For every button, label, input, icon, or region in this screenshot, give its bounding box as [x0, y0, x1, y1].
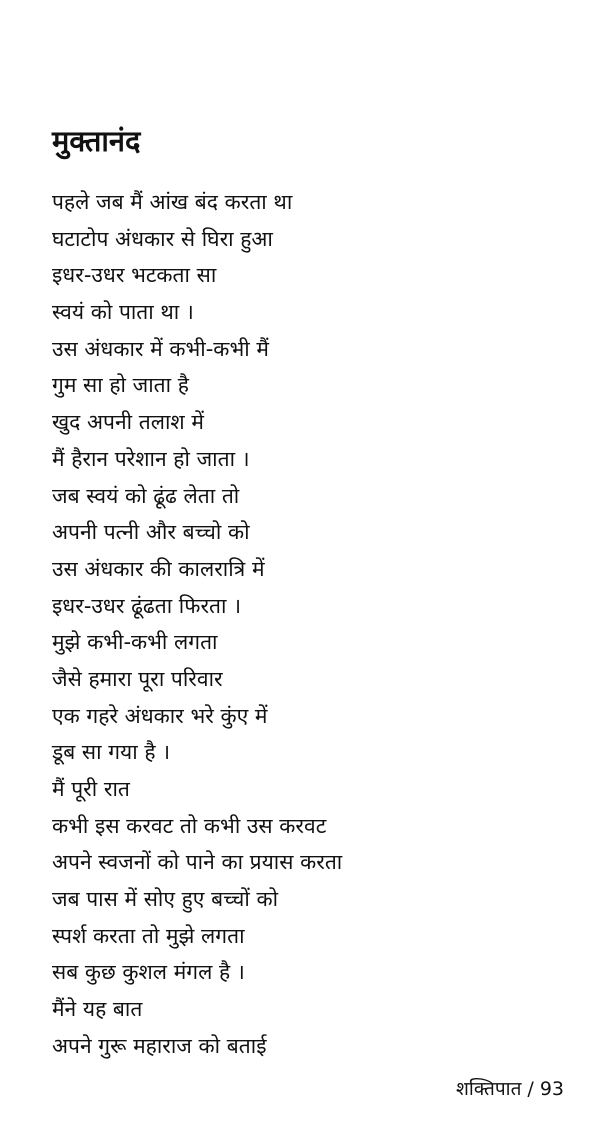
poem-line: जब स्वयं को ढूंढ लेता तो [52, 483, 240, 508]
poem-line: खुद अपनी तलाश में [52, 410, 204, 435]
poem-line: इधर-उधर ढूंढता फिरता । [52, 593, 242, 618]
poem-line: जब पास में सोए हुए बच्चों को [52, 887, 279, 912]
poem-line: मैंने यह बात [52, 997, 143, 1022]
poem-line: पहले जब मैं आंख बंद करता था [52, 190, 293, 214]
poem-line: स्वयं को पाता था । [52, 300, 194, 325]
poem-line: कभी इस करवट तो कभी उस करवट [52, 813, 327, 838]
poem-line: उस अंधकार में कभी-कभी मैं [52, 336, 269, 361]
poem-line: जैसे हमारा पूरा परिवार [52, 666, 223, 691]
poem-line: गुम सा हो जाता है [52, 373, 189, 398]
poem-body [52, 184, 582, 1065]
book-title: शक्तिपात [456, 1078, 522, 1100]
poem-line: अपनी पत्नी और बच्चो को [52, 520, 250, 545]
footer-separator: / [527, 1078, 534, 1100]
poem-line: घटाटोप अंधकार से घिरा हुआ [52, 226, 273, 251]
page-number: 93 [539, 1078, 564, 1100]
poem-line: अपने गुरू महाराज को बताई [52, 1033, 267, 1058]
poem-line: डूब सा गया है । [52, 740, 171, 765]
poem-line: एक गहरे अंधकार भरे कुंए में [52, 703, 268, 728]
poem-line: मुझे कभी-कभी लगता [52, 630, 218, 655]
poem-line: मैं हैरान परेशान हो जाता । [52, 446, 250, 471]
poem-line: मैं पूरी रात [52, 777, 130, 801]
poem-line: अपने स्वजनों को पाने का प्रयास करता [52, 850, 343, 875]
poem-line: स्पर्श करता तो मुझे लगता [52, 923, 245, 948]
poem-line: उस अंधकार की कालरात्रि में [52, 556, 265, 581]
poem-line: इधर-उधर भटकता सा [52, 263, 217, 288]
page-footer [456, 1075, 564, 1101]
page-title: मुक्तानंद [52, 124, 141, 159]
poem-line: सब कुछ कुशल मंगल है । [52, 960, 245, 985]
